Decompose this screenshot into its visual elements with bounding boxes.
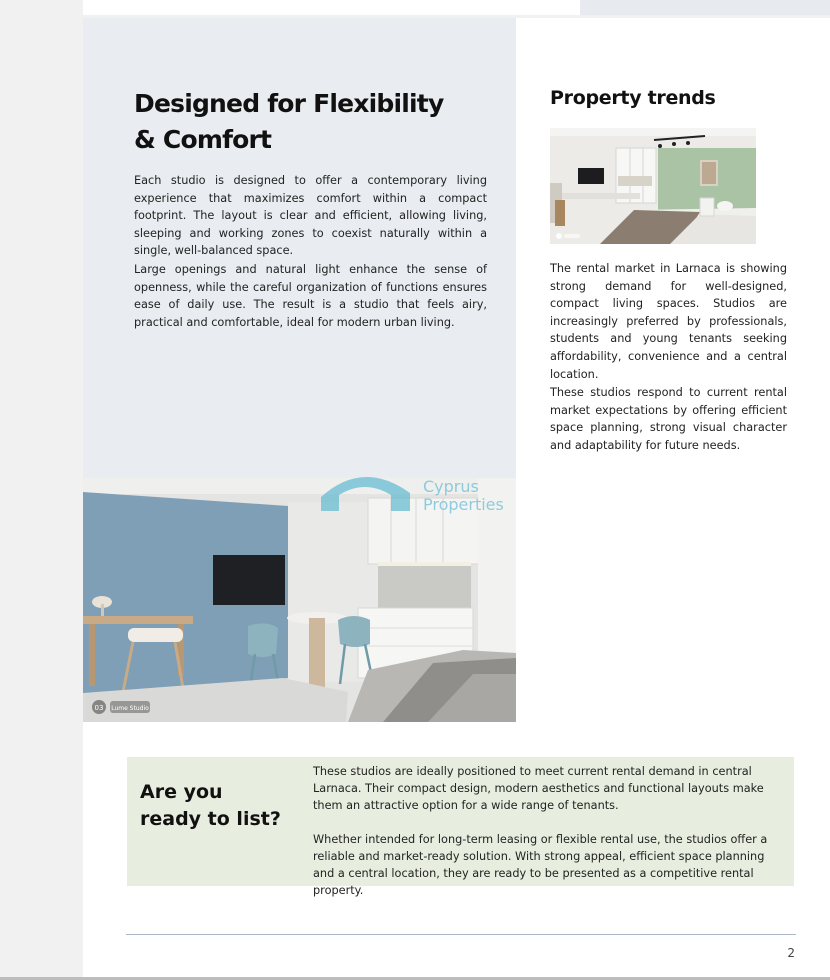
trends-paragraph-1: The rental market in Larnaca is showing strong demand for well-designed, compact living spaces. Studios are increasingly preferred by professionals, students and young tenants seeking affordability, convenience and a central location.: [550, 262, 787, 381]
watermark-line2: Properties: [423, 495, 504, 514]
page-number: 2: [787, 946, 795, 960]
section-title-line2: & Comfort: [134, 125, 272, 154]
photo-badge-label: Lume Studio: [111, 705, 149, 712]
listing-cta-box: [127, 757, 794, 897]
cta-paragraph-2: Whether intended for long-term leasing or flexible rental use, the studios offer a reliable and market-ready solution. With strong appeal, efficient space planning and a central location, they are ready to be presented as a competitive rental property.: [313, 833, 768, 897]
previous-page-strip: [83, 0, 830, 18]
section-title: [134, 86, 474, 158]
cta-title-line1: Are you: [140, 781, 223, 803]
cta-text: [313, 763, 783, 899]
left-gutter: [0, 0, 83, 980]
cta-title: [140, 779, 281, 833]
trends-paragraph-2: These studios respond to current rental market expectations by offering efficient space planning, strong visual character and adaptability for future needs.: [550, 386, 787, 452]
design-paragraph-1: Each studio is designed to offer a contemporary living experience that maximizes comfort within a compact footprint. The layout is clear and efficient, allowing living, sleeping and working zones to coexist naturally within a single, well-balanced space.: [134, 174, 487, 258]
cta-paragraph-1: These studios are ideally positioned to meet current rental demand in central Larnaca. Their compact design, modern aesthetics and functional layouts make them an attractive option for a wide range of tenants.: [313, 765, 764, 812]
section-title-line1: Designed for Flexibility: [134, 89, 444, 118]
watermark-text: [423, 478, 504, 514]
trends-title: Property trends: [550, 87, 716, 109]
studio-photo-green: [550, 128, 756, 244]
document-page: [83, 0, 830, 977]
footer-divider: [126, 934, 796, 935]
photo-badge-number: 03: [94, 704, 104, 712]
cta-title-line2: ready to list?: [140, 808, 281, 830]
design-paragraph-2: Large openings and natural light enhance the sense of openness, while the careful organization of functions ensures ease of daily use. The result is a studio that feels airy, practical and comfortable, ideal for modern urban living.: [134, 263, 487, 329]
watermark-line1: Cyprus: [423, 477, 479, 496]
previous-page-panel: [580, 0, 830, 15]
